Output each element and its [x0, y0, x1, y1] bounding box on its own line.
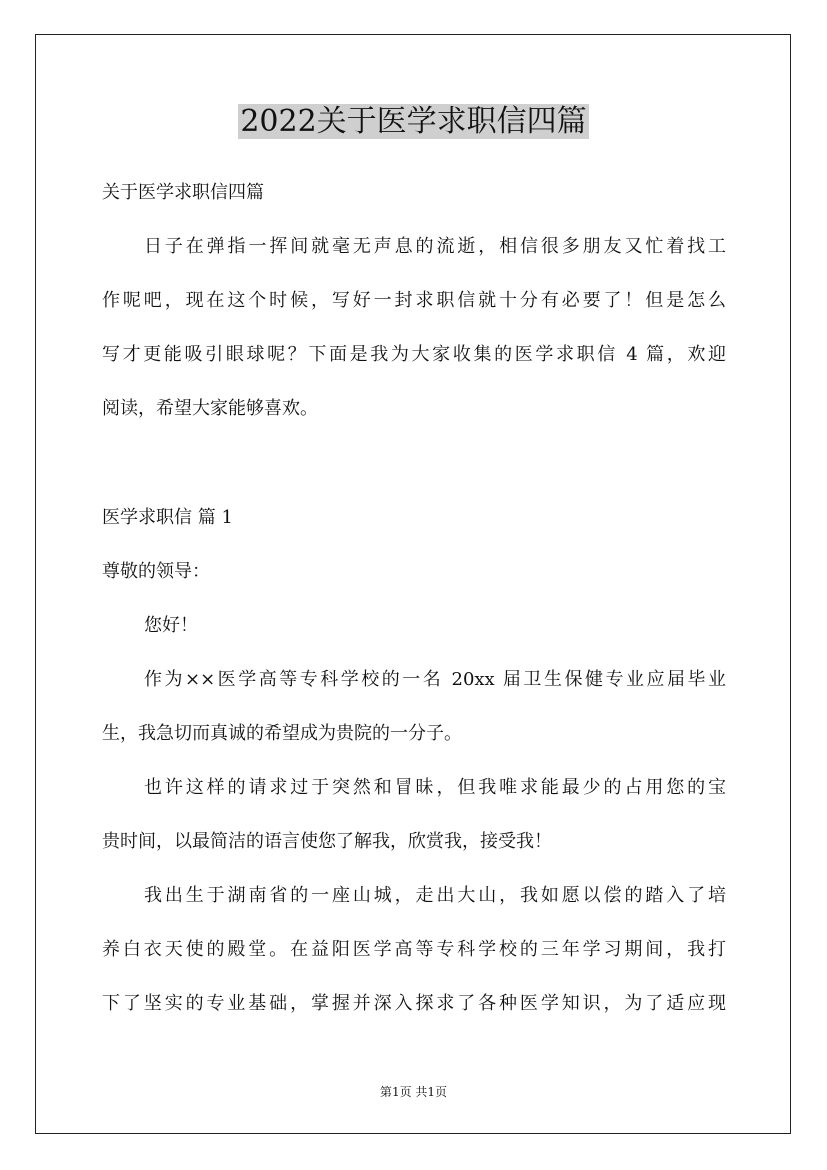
intro-line: 日子在弹指一挥间就毫无声息的流逝，相信很多朋友又忙着找工 [144, 236, 726, 257]
letter-salutation: 尊敬的领导： [102, 561, 210, 582]
document-title [0, 103, 827, 141]
footer-page-prefix: 第 [379, 1085, 392, 1099]
body-line: 下了坚实的专业基础，掌握并深入探求了各种医学知识，为了适应现 [102, 993, 726, 1014]
document-title-text: 2022关于医学求职信四篇 [240, 104, 587, 139]
intro-line: 阅读，希望大家能够喜欢。 [102, 398, 318, 419]
document-subtitle: 关于医学求职信四篇 [102, 182, 264, 203]
footer-page-suffix: 页 [435, 1085, 448, 1099]
footer-page-total: 1 [427, 1085, 436, 1099]
body-line: 贵时间，以最简洁的语言使您了解我，欣赏我，接受我！ [102, 831, 552, 852]
body-line: 养白衣天使的殿堂。在益阳医学高等专科学校的三年学习期间，我打 [102, 939, 726, 960]
body-line: 生，我急切而真诚的希望成为贵院的一分子。 [102, 723, 462, 744]
body-line: 也许这样的请求过于突然和冒昧，但我唯求能最少的占用您的宝 [144, 777, 726, 798]
page-footer [0, 1084, 827, 1100]
intro-line: 写才更能吸引眼球呢？下面是我为大家收集的医学求职信 4 篇，欢迎 [102, 344, 726, 365]
intro-line: 作呢吧，现在这个时候，写好一封求职信就十分有必要了！但是怎么 [102, 290, 726, 311]
body-line: 我出生于湖南省的一座山城，走出大山，我如愿以偿的踏入了培 [144, 885, 726, 906]
body-line: 作为××医学高等专科学校的一名 20xx 届卫生保健专业应届毕业 [144, 669, 726, 690]
footer-page-current: 1 [391, 1085, 400, 1099]
letter-greeting: 您好！ [144, 615, 198, 636]
section-heading: 医学求职信 篇 1 [102, 507, 233, 528]
footer-page-mid: 页 共 [399, 1085, 428, 1099]
